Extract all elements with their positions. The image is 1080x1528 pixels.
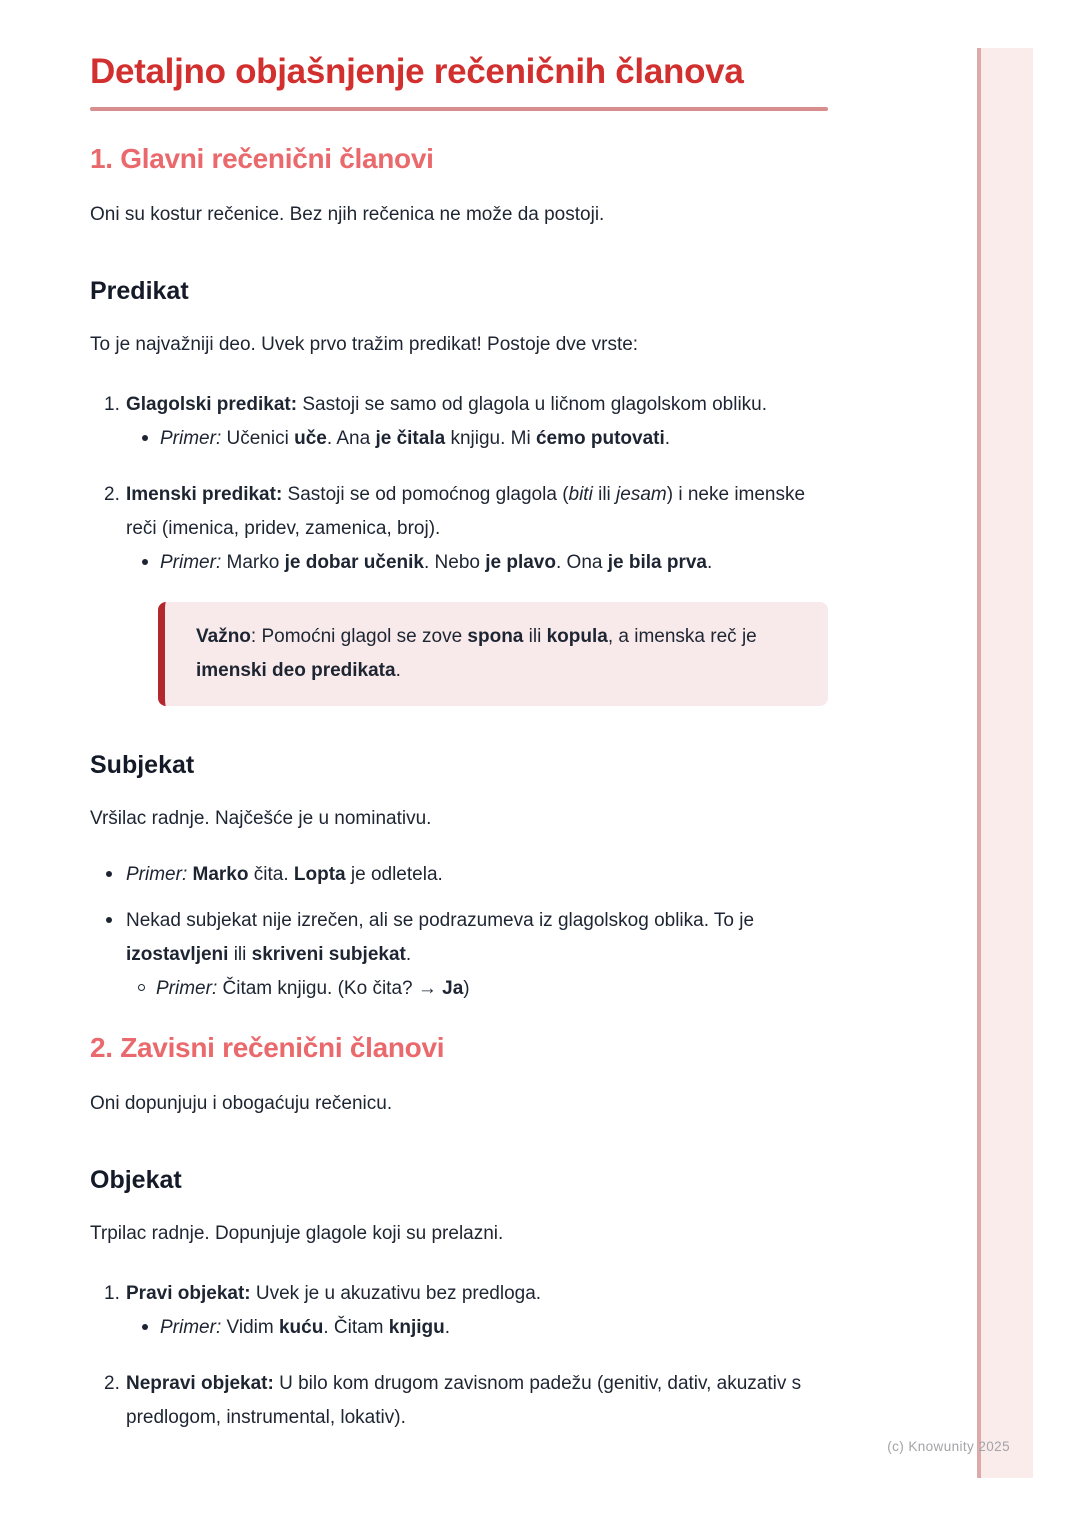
bullet-icon [140, 422, 160, 456]
list-item [90, 904, 828, 1006]
list-number: 2. [104, 484, 120, 506]
list-item-text: Nepravi objekat: U bilo kom drugom zavisnom padežu (genitiv, dativ, akuzativ s predlogom, instrumental, lokativ). [126, 1373, 802, 1429]
subjekat-intro: Vršilac radnje. Najčešće je u nominativu. [90, 808, 432, 830]
section-2-heading: 2. Zavisni rečenični članovi [90, 1032, 445, 1064]
objekat-heading: Objekat [90, 1166, 182, 1195]
list-item [90, 858, 828, 892]
objekat-intro: Trpilac radnje. Dopunjuje glagole koji su prelazni. [90, 1223, 504, 1245]
example-text: Primer: Vidim kuću. Čitam knjigu. [160, 1317, 451, 1339]
objekat-list [90, 1277, 828, 1435]
example-text: Primer: Marko je dobar učenik. Nebo je plavo. Ona je bila prva. [160, 552, 713, 574]
title-underline [90, 107, 828, 111]
page-title: Detaljno objašnjenje rečeničnih članova [90, 52, 744, 91]
section-2-intro: Oni dopunjuju i obogaćuju rečenicu. [90, 1093, 393, 1115]
callout-text: Važno: Pomoćni glagol se zove spona ili kopula, a imenska reč je imenski deo predikata. [196, 626, 757, 682]
example-text: Primer: Čitam knjigu. (Ko čita? → Ja) [156, 978, 470, 1000]
list-item [90, 1367, 828, 1435]
subjekat-heading: Subjekat [90, 751, 195, 780]
list-item-text: Primer: Marko čita. Lopta je odletela. [126, 864, 443, 886]
predikat-list [90, 388, 828, 580]
list-number: 1. [104, 394, 120, 416]
section-1-heading: 1. Glavni rečenični članovi [90, 143, 434, 175]
section-1-intro: Oni su kostur rečenice. Bez njih rečenica ne može da postoji. [90, 204, 605, 226]
bullet-icon [104, 858, 126, 892]
circle-bullet-icon [136, 972, 156, 1006]
list-item-text: Imenski predikat: Sastoji se od pomoćnog glagola (biti ili jesam) i neke imenske reči (imenica, pridev, zamenica, broj). [126, 484, 806, 540]
example-text: Primer: Učenici uče. Ana je čitala knjigu. Mi ćemo putovati. [160, 428, 671, 450]
list-item [90, 478, 828, 580]
document-content [90, 52, 828, 1435]
example-line [126, 422, 828, 456]
example-line [126, 1311, 828, 1345]
list-number: 2. [104, 1373, 120, 1395]
list-item-text: Glagolski predikat: Sastoji se samo od glagola u ličnom glagolskom obliku. [126, 394, 768, 416]
bullet-icon [104, 904, 126, 938]
example-line [126, 546, 828, 580]
list-item-text: Nekad subjekat nije izrečen, ali se podrazumeva iz glagolskog oblika. To je izostavljeni ili skriveni subjekat. [126, 910, 755, 966]
list-item [90, 1277, 828, 1345]
important-callout [158, 602, 828, 706]
highlight-stripe [977, 48, 1033, 1478]
predikat-heading: Predikat [90, 277, 189, 306]
subjekat-list [90, 858, 828, 1006]
predikat-intro: To je najvažniji deo. Uvek prvo tražim predikat! Postoje dve vrste: [90, 334, 639, 356]
bullet-icon [140, 546, 160, 580]
list-item [90, 388, 828, 456]
list-number: 1. [104, 1283, 120, 1305]
list-item-text: Pravi objekat: Uvek je u akuzativu bez predloga. [126, 1283, 542, 1305]
bullet-icon [140, 1311, 160, 1345]
copyright-watermark: (c) Knowunity 2025 [887, 1439, 1010, 1454]
nested-example-line [132, 972, 828, 1006]
